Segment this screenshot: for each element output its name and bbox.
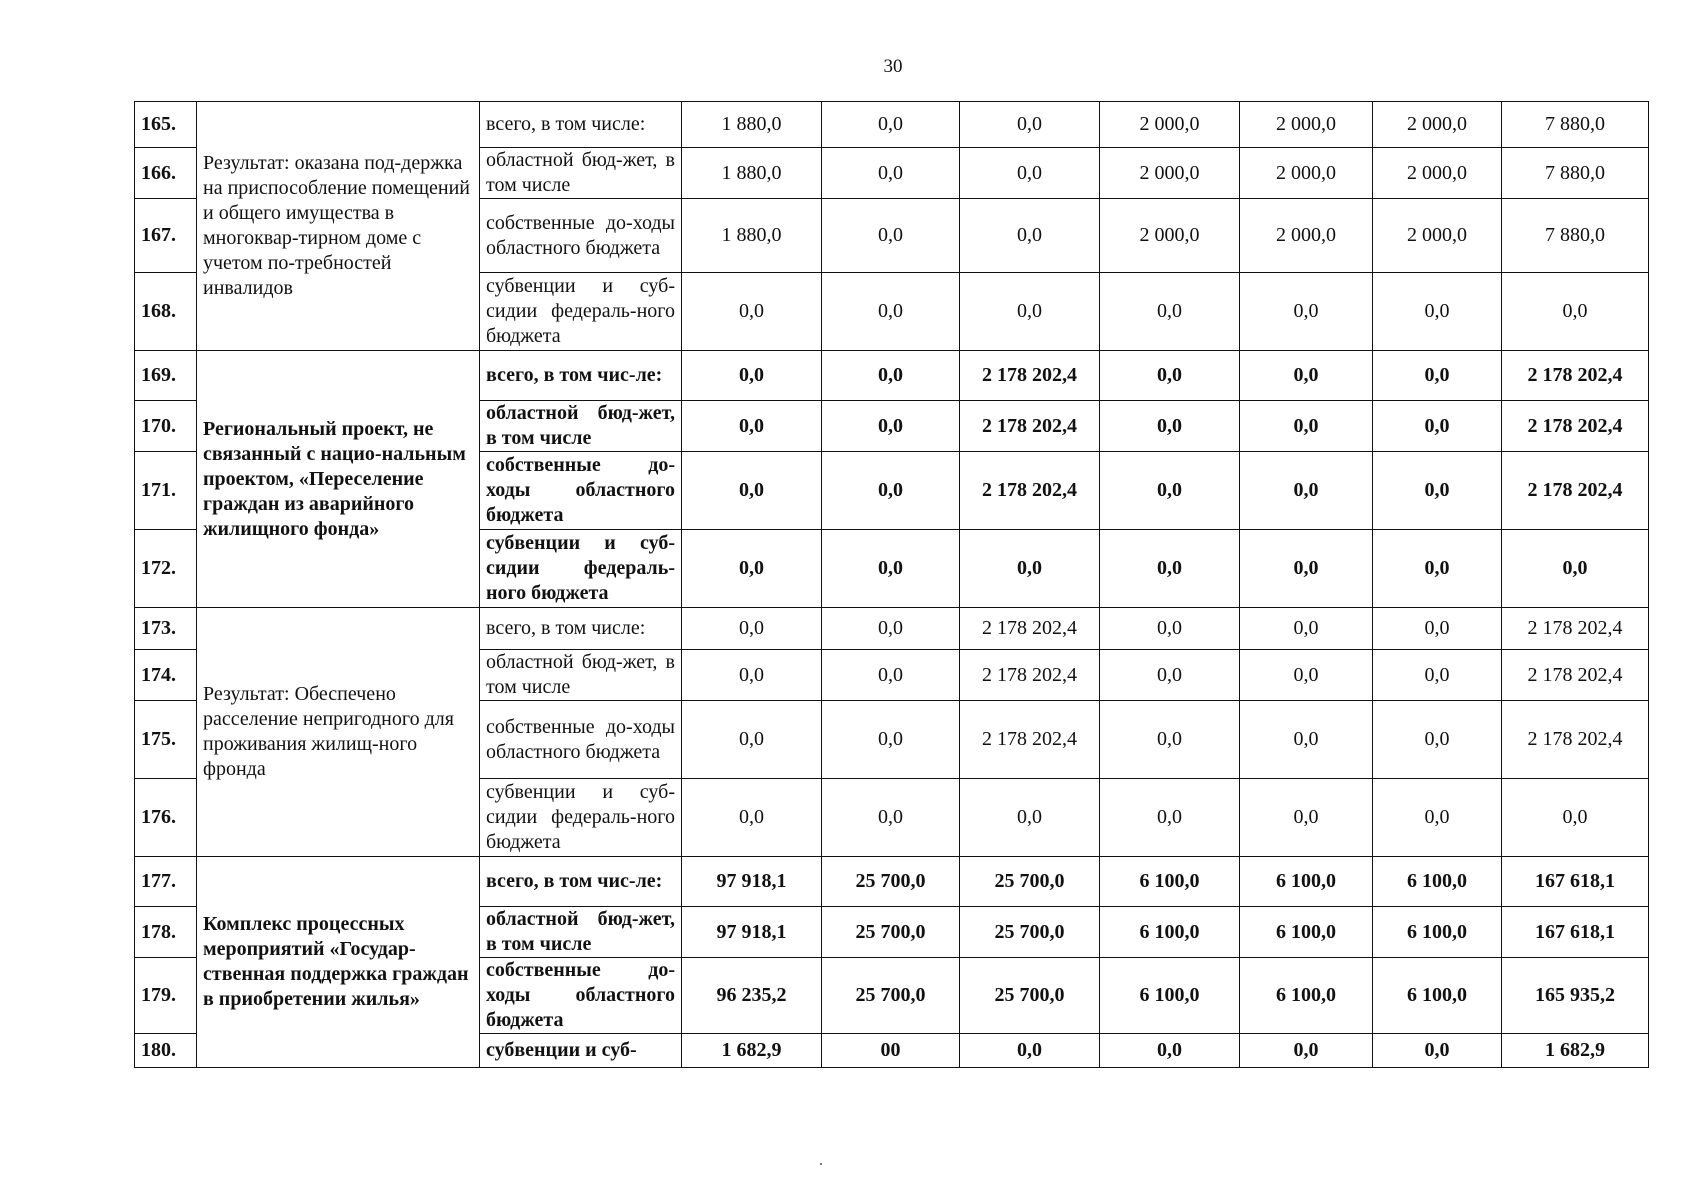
funding-source: всего, в том чис-ле: [480, 351, 682, 401]
year-value: 0,0 [1100, 608, 1240, 650]
total-value: 7 880,0 [1502, 148, 1649, 199]
year-value: 0,0 [960, 102, 1100, 148]
total-value: 7 880,0 [1502, 199, 1649, 273]
funding-source: субвенции и суб-сидии федераль-ного бюджета [480, 779, 682, 857]
year-value: 0,0 [822, 650, 960, 701]
measure-name: Комплекс процессных мероприятий «Государ-ственная поддержка граждан в приобретении жилья» [197, 857, 480, 1068]
year-value: 97 918,1 [682, 857, 822, 907]
year-value: 0,0 [682, 452, 822, 530]
year-value: 0,0 [822, 701, 960, 779]
year-value: 25 700,0 [960, 857, 1100, 907]
funding-source: всего, в том чис-ле: [480, 857, 682, 907]
funding-source: всего, в том числе: [480, 102, 682, 148]
total-value: 7 880,0 [1502, 102, 1649, 148]
year-value: 0,0 [960, 199, 1100, 273]
year-value: 0,0 [1240, 650, 1373, 701]
year-value: 2 000,0 [1100, 199, 1240, 273]
year-value: 0,0 [1100, 273, 1240, 351]
year-value: 25 700,0 [822, 958, 960, 1034]
year-value: 0,0 [1100, 1034, 1240, 1068]
year-value: 0,0 [682, 608, 822, 650]
year-value: 0,0 [1373, 530, 1502, 608]
year-value: 2 000,0 [1373, 199, 1502, 273]
total-value: 2 178 202,4 [1502, 351, 1649, 401]
row-number: 167. [135, 199, 197, 273]
year-value: 0,0 [1240, 530, 1373, 608]
funding-source: субвенции и суб- [480, 1034, 682, 1068]
funding-source: собственные до-ходы областного бюджета [480, 958, 682, 1034]
year-value: 25 700,0 [822, 857, 960, 907]
year-value: 0,0 [682, 273, 822, 351]
scan-dot [820, 1163, 822, 1165]
table-row [135, 351, 1649, 401]
row-number: 165. [135, 102, 197, 148]
row-number: 166. [135, 148, 197, 199]
year-value: 0,0 [822, 148, 960, 199]
year-value: 2 178 202,4 [960, 452, 1100, 530]
total-value: 165 935,2 [1502, 958, 1649, 1034]
year-value: 0,0 [682, 779, 822, 857]
total-value: 1 682,9 [1502, 1034, 1649, 1068]
row-number: 173. [135, 608, 197, 650]
year-value: 1 880,0 [682, 199, 822, 273]
year-value: 0,0 [1240, 608, 1373, 650]
funding-source: всего, в том числе: [480, 608, 682, 650]
year-value: 0,0 [1373, 701, 1502, 779]
year-value: 2 000,0 [1373, 148, 1502, 199]
page-number: 30 [883, 56, 903, 77]
year-value: 0,0 [960, 148, 1100, 199]
table-body [135, 102, 1649, 1068]
year-value: 0,0 [1100, 701, 1240, 779]
year-value: 0,0 [682, 701, 822, 779]
total-value: 0,0 [1502, 273, 1649, 351]
year-value: 0,0 [1373, 401, 1502, 452]
table-row [135, 102, 1649, 148]
year-value: 0,0 [1240, 1034, 1373, 1068]
year-value: 6 100,0 [1373, 857, 1502, 907]
total-value: 2 178 202,4 [1502, 401, 1649, 452]
year-value: 0,0 [682, 530, 822, 608]
budget-table [134, 101, 1649, 1068]
year-value: 0,0 [1100, 452, 1240, 530]
year-value: 0,0 [1100, 650, 1240, 701]
year-value: 0,0 [1240, 452, 1373, 530]
funding-source: субвенции и суб-сидии федераль-ного бюджета [480, 273, 682, 351]
year-value: 2 178 202,4 [960, 608, 1100, 650]
year-value: 0,0 [1373, 779, 1502, 857]
year-value: 6 100,0 [1100, 857, 1240, 907]
year-value: 0,0 [960, 530, 1100, 608]
row-number: 177. [135, 857, 197, 907]
total-value: 2 178 202,4 [1502, 452, 1649, 530]
year-value: 2 178 202,4 [960, 351, 1100, 401]
funding-source: собственные до-ходы областного бюджета [480, 199, 682, 273]
year-value: 0,0 [1240, 701, 1373, 779]
year-value: 96 235,2 [682, 958, 822, 1034]
year-value: 25 700,0 [822, 907, 960, 958]
row-number: 174. [135, 650, 197, 701]
year-value: 25 700,0 [960, 907, 1100, 958]
total-value: 2 178 202,4 [1502, 650, 1649, 701]
year-value: 0,0 [822, 530, 960, 608]
year-value: 0,0 [1100, 351, 1240, 401]
year-value: 2 178 202,4 [960, 650, 1100, 701]
year-value: 0,0 [1240, 401, 1373, 452]
total-value: 2 178 202,4 [1502, 608, 1649, 650]
year-value: 1 880,0 [682, 102, 822, 148]
row-number: 179. [135, 958, 197, 1034]
row-number: 178. [135, 907, 197, 958]
measure-name: Региональный проект, не связанный с нацио-нальным проектом, «Переселение граждан из аварийного жилищного фонда» [197, 351, 480, 608]
year-value: 25 700,0 [960, 958, 1100, 1034]
row-number: 172. [135, 530, 197, 608]
year-value: 2 000,0 [1100, 148, 1240, 199]
year-value: 0,0 [822, 273, 960, 351]
measure-name: Результат: оказана под-держка на приспособление помещений и общего имущества в многоквар-тирном доме с учетом по-требностей инвалидов [197, 102, 480, 351]
year-value: 0,0 [960, 1034, 1100, 1068]
year-value: 0,0 [1240, 779, 1373, 857]
measure-name: Результат: Обеспечено расселение непригодного для проживания жилищ-ного фронда [197, 608, 480, 857]
year-value: 1 880,0 [682, 148, 822, 199]
year-value: 2 000,0 [1100, 102, 1240, 148]
year-value: 6 100,0 [1100, 907, 1240, 958]
year-value: 2 178 202,4 [960, 701, 1100, 779]
funding-source: областной бюд-жет, в том числе [480, 401, 682, 452]
year-value: 6 100,0 [1240, 958, 1373, 1034]
funding-source: областной бюд-жет, в том числе [480, 148, 682, 199]
row-number: 176. [135, 779, 197, 857]
year-value: 97 918,1 [682, 907, 822, 958]
year-value: 2 000,0 [1373, 102, 1502, 148]
funding-source: областной бюд-жет, в том числе [480, 907, 682, 958]
funding-source: собственные до-ходы областного бюджета [480, 701, 682, 779]
year-value: 0,0 [960, 273, 1100, 351]
year-value: 0,0 [822, 401, 960, 452]
year-value: 6 100,0 [1373, 907, 1502, 958]
year-value: 0,0 [682, 650, 822, 701]
total-value: 2 178 202,4 [1502, 701, 1649, 779]
year-value: 0,0 [1100, 779, 1240, 857]
row-number: 170. [135, 401, 197, 452]
funding-source: субвенции и суб-сидии федераль-ного бюджета [480, 530, 682, 608]
row-number: 180. [135, 1034, 197, 1068]
year-value: 6 100,0 [1240, 907, 1373, 958]
year-value: 0,0 [1373, 650, 1502, 701]
row-number: 168. [135, 273, 197, 351]
year-value: 1 682,9 [682, 1034, 822, 1068]
year-value: 0,0 [1373, 1034, 1502, 1068]
year-value: 0,0 [1373, 452, 1502, 530]
funding-source: областной бюд-жет, в том числе [480, 650, 682, 701]
year-value: 2 000,0 [1240, 148, 1373, 199]
year-value: 6 100,0 [1100, 958, 1240, 1034]
year-value: 0,0 [960, 779, 1100, 857]
total-value: 0,0 [1502, 779, 1649, 857]
year-value: 0,0 [682, 401, 822, 452]
year-value: 0,0 [1240, 351, 1373, 401]
year-value: 2 000,0 [1240, 199, 1373, 273]
year-value: 0,0 [822, 452, 960, 530]
total-value: 167 618,1 [1502, 907, 1649, 958]
year-value: 0,0 [822, 351, 960, 401]
year-value: 0,0 [822, 608, 960, 650]
row-number: 169. [135, 351, 197, 401]
year-value: 0,0 [1373, 351, 1502, 401]
funding-source: собственные до-ходы областного бюджета [480, 452, 682, 530]
year-value: 0,0 [1373, 273, 1502, 351]
year-value: 0,0 [682, 351, 822, 401]
year-value: 6 100,0 [1240, 857, 1373, 907]
year-value: 0,0 [1373, 608, 1502, 650]
year-value: 0,0 [1100, 401, 1240, 452]
total-value: 167 618,1 [1502, 857, 1649, 907]
year-value: 0,0 [822, 779, 960, 857]
year-value: 6 100,0 [1373, 958, 1502, 1034]
table-row [135, 857, 1649, 907]
total-value: 0,0 [1502, 530, 1649, 608]
year-value: 00 [822, 1034, 960, 1068]
table-row [135, 608, 1649, 650]
year-value: 0,0 [822, 102, 960, 148]
year-value: 0,0 [822, 199, 960, 273]
year-value: 0,0 [1100, 530, 1240, 608]
row-number: 175. [135, 701, 197, 779]
year-value: 2 000,0 [1240, 102, 1373, 148]
year-value: 0,0 [1240, 273, 1373, 351]
year-value: 2 178 202,4 [960, 401, 1100, 452]
row-number: 171. [135, 452, 197, 530]
